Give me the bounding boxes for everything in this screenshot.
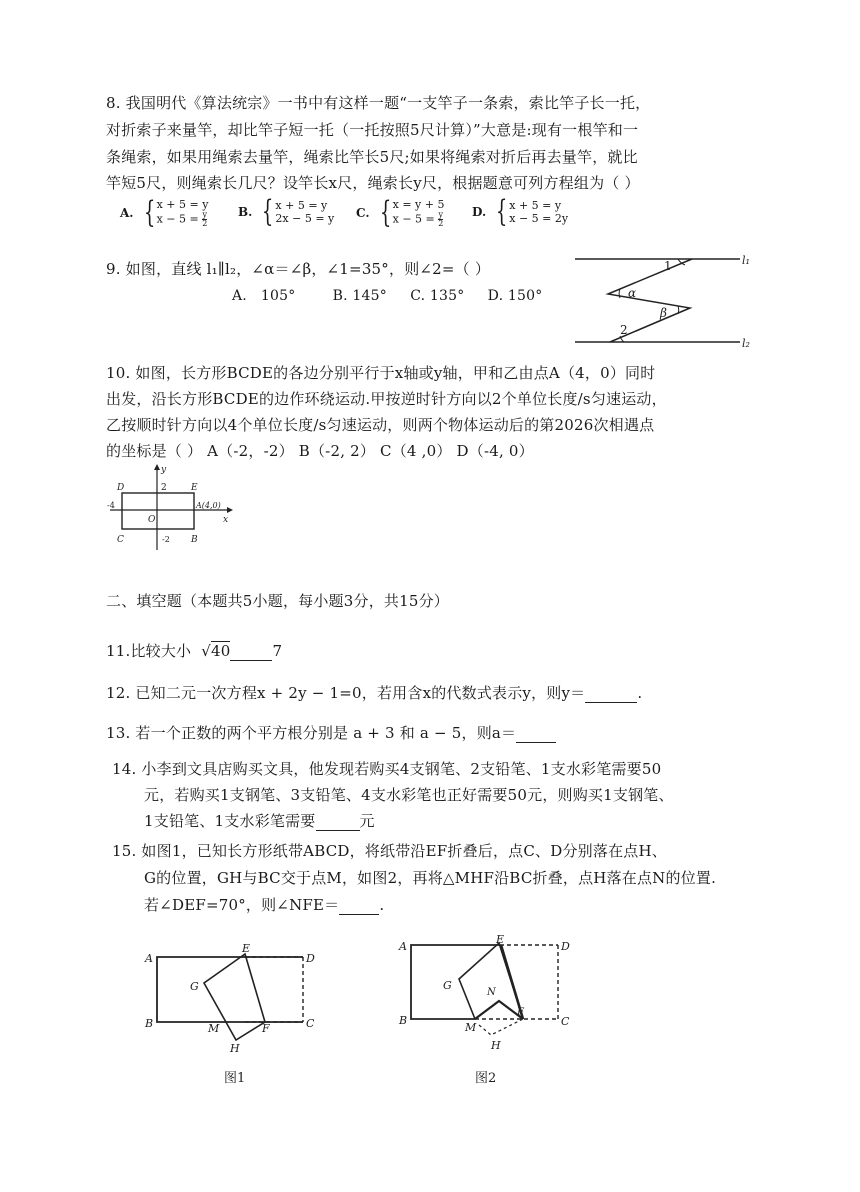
- q11: 11.比较大小 √40 7: [106, 642, 283, 660]
- q8-option-c: [356, 195, 445, 230]
- option-label: B.: [238, 205, 253, 219]
- label-f: F: [517, 1007, 524, 1018]
- label-m: M: [208, 1022, 220, 1035]
- equation-system: { x = y + 5 x − 5 = $\frac{y}{2}$: [379, 195, 445, 230]
- label-two: 2: [161, 483, 167, 493]
- equation: x = y + 5: [392, 198, 445, 211]
- label-x: x: [223, 515, 229, 525]
- figure-2-caption: 图2: [475, 1071, 497, 1086]
- q14-line2: 元，若购买1支钢笔、3支铅笔、4支水彩笔也正好需要50元，则购买1支钢笔、: [144, 786, 674, 804]
- option-label: D.: [472, 205, 487, 219]
- label-beta: β: [660, 306, 667, 320]
- q8-line2: 对折索子来量竿，却比竿子短一托（一托按照5尺计算）”大意是:现有一根竿和一: [106, 121, 639, 139]
- triangle-mnf: [475, 1001, 523, 1019]
- equation: x + 5 = y: [509, 199, 562, 212]
- label-e: E: [242, 942, 251, 955]
- label-d: D: [306, 952, 315, 965]
- label-m: M: [465, 1021, 477, 1034]
- q10-line3: 乙按顺时针方向以4个单位长度/s匀速运动，则两个物体运动后的第2026次相遇点: [106, 416, 655, 434]
- strip-solid-edges: [411, 945, 500, 1019]
- option-label: A.: [120, 206, 134, 220]
- q9-text: 9. 如图，直线 l₁∥l₂，∠α＝∠β，∠1=35°，则∠2=（ ）: [106, 260, 491, 278]
- label-b: B: [145, 1017, 154, 1030]
- equation: x − 5 = $\frac{y}{2}$: [392, 210, 444, 228]
- option-label: C.: [356, 206, 370, 220]
- q14-line1: 14. 小李到文具店购买文具，他发现若购买4支钢笔、2支铅笔、1支水彩笔需要50: [112, 760, 662, 778]
- label-neg2: -2: [162, 535, 170, 544]
- answer-blank: [516, 742, 556, 743]
- q8-option-b: [238, 194, 335, 229]
- equation-system: { x + 5 = y 2x − 5 = y: [262, 194, 335, 229]
- label-n: N: [487, 987, 496, 998]
- q10-line1: 10. 如图，长方形BCDE的各边分别平行于x轴或y轴，甲和乙由点A（4，0）同时: [106, 364, 656, 382]
- answer-blank: [585, 702, 637, 703]
- q9-options: A. 105° B. 145° C. 135° D. 150°: [232, 288, 543, 304]
- rectangle-bcde: [122, 493, 194, 529]
- label-alpha: α: [628, 286, 637, 300]
- q10-coordinate-figure: [105, 462, 235, 552]
- q15-figure-2: [395, 935, 585, 1090]
- label-a: A: [399, 940, 407, 953]
- label-e: E: [496, 933, 505, 946]
- label-g: G: [443, 979, 452, 992]
- equation: x − 5 = 2y: [509, 212, 569, 225]
- answer-blank: [316, 830, 360, 831]
- q15-line1: 15. 如图1，已知长方形纸带ABCD，将纸带沿EF折叠后，点C、D分别落在点H、: [112, 842, 667, 860]
- equation-system: { x + 5 = y x − 5 = 2y: [495, 194, 569, 229]
- equation: 2x − 5 = y: [275, 212, 335, 225]
- label-d: D: [117, 483, 125, 493]
- label-l2: l₂: [742, 337, 750, 350]
- equation-system: { x + 5 = y x − 5 = $\frac{y}{2}$: [143, 195, 209, 230]
- label-g: G: [190, 980, 199, 993]
- q15-figure-1: [140, 940, 330, 1090]
- label-angle-1: 1: [664, 259, 672, 273]
- label-f: F: [262, 1022, 270, 1035]
- q10-line4: 的坐标是（ ） A（-2，-2） B（-2, 2） C（4 ,0） D（-4, 0）: [106, 442, 534, 460]
- strip-solid-edges: [157, 957, 303, 1022]
- equation: x − 5 = $\frac{y}{2}$: [156, 210, 208, 228]
- section-2-heading: 二、填空题（本题共5小题，每小题3分，共15分）: [106, 592, 449, 610]
- label-a: A(4,0): [196, 501, 221, 510]
- q8-option-a: [120, 195, 209, 230]
- label-angle-2: 2: [620, 323, 628, 337]
- label-l1: l₁: [742, 254, 750, 267]
- q15-line2: G的位置，GH与BC交于点M，如图2，再将△MHF沿BC折叠，点H落在点N的位置.: [144, 869, 717, 887]
- answer-blank: [339, 914, 379, 915]
- original-mhf: [479, 1019, 523, 1035]
- q8-line1: 8. 我国明代《算法统宗》一书中有这样一题“一支竿子一条索，索比竿子长一托，: [106, 94, 651, 112]
- answer-blank: [230, 660, 272, 661]
- equation: x + 5 = y: [156, 198, 209, 211]
- label-h: H: [230, 1042, 240, 1055]
- q8-option-d: [472, 194, 569, 229]
- label-b: B: [191, 535, 198, 545]
- label-o: O: [148, 515, 156, 525]
- equation: x + 5 = y: [275, 199, 328, 212]
- label-c: C: [306, 1017, 315, 1030]
- x-axis-arrow: [227, 507, 233, 513]
- label-neg4: -4: [107, 501, 115, 510]
- q8-line4: 竿短5尺，则绳索长几尺？设竿长x尺，绳索长y尺，根据题意可列方程组为（ ）: [106, 174, 640, 192]
- q9-figure: [570, 250, 760, 350]
- label-a: A: [145, 952, 153, 965]
- q13: 13. 若一个正数的两个平方根分别是 a + 3 和 a − 5，则a＝: [106, 722, 556, 743]
- q12: 12. 已知二元一次方程x + 2y − 1=0，若用含x的代数式表示y，则y＝ .: [106, 684, 643, 702]
- sqrt-expression: √40: [201, 642, 231, 660]
- q14-line3: 1支铅笔、1支水彩笔需要 元: [144, 812, 375, 830]
- angle-beta-arc: [678, 306, 679, 314]
- label-c: C: [561, 1015, 570, 1028]
- label-c: C: [117, 535, 124, 545]
- figure-1-caption: 图1: [224, 1071, 246, 1086]
- q10-line2: 出发，沿长方形BCDE的边作环绕运动.甲按逆时针方向以2个单位长度/s匀速运动，: [106, 390, 667, 408]
- label-y: y: [161, 465, 167, 475]
- q15-line3: 若∠DEF=70°，则∠NFE＝ .: [144, 896, 385, 914]
- label-d: D: [561, 940, 570, 953]
- q8-line3: 条绳索，如果用绳索去量竿，绳索比竿长5尺;如果将绳索对折后再去量竿，就比: [106, 148, 638, 166]
- label-b: B: [399, 1014, 408, 1027]
- label-e: E: [191, 483, 198, 493]
- y-axis-arrow: [154, 464, 160, 470]
- angle-alpha-arc: [619, 289, 620, 298]
- label-h: H: [491, 1039, 501, 1052]
